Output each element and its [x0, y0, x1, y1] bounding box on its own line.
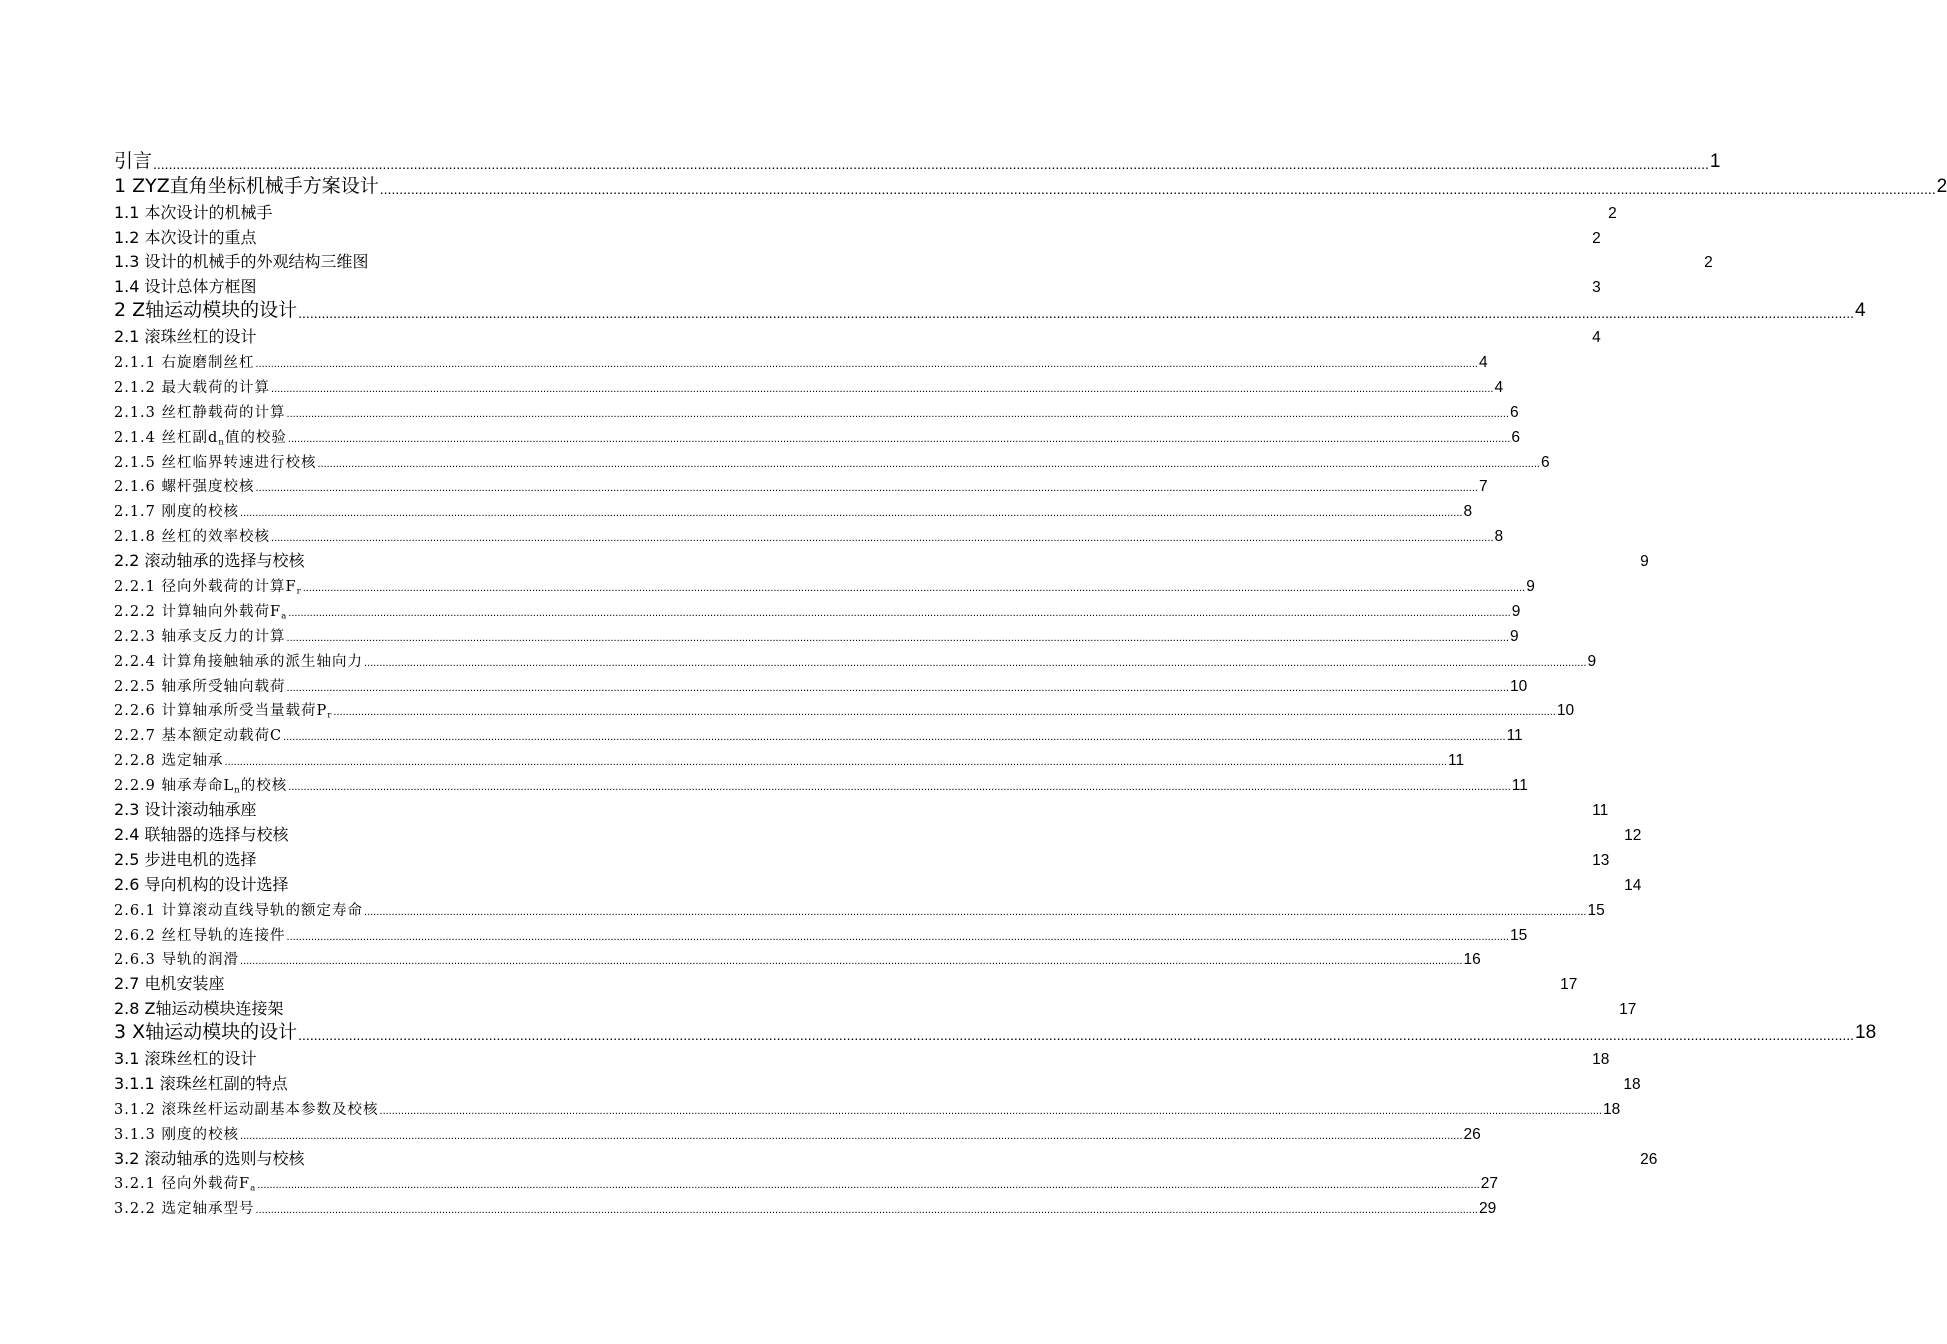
toc-entry-subscript: n	[234, 785, 241, 796]
toc-entry-page-number: 4	[1855, 300, 1866, 322]
toc-entry[interactable]	[114, 546, 1649, 571]
toc-entry[interactable]	[114, 870, 1642, 895]
toc-entry-page-number: 27	[1480, 1175, 1498, 1193]
toc-entry-title	[114, 1172, 256, 1193]
toc-leader-dots: ................................................................................................................................................................................................................................................................................................................................................................................................................	[286, 407, 1509, 420]
toc-leader-dots: ................................................................................................................................................................................................................................................................................................................................................................................................................	[298, 305, 1855, 322]
toc-entry-page-number: 6	[1509, 403, 1519, 421]
toc-entry-title-text: 1.3 设计的机械手的外观结构三维图	[114, 252, 369, 272]
toc-entry-title-suffix: 的校核	[240, 778, 288, 795]
toc-entry-title-text: 3.2.2 选定轴承型号	[114, 1201, 255, 1218]
toc-entry-title-text: 3.1.3 刚度的校核	[114, 1126, 240, 1143]
toc-entry-title	[114, 774, 287, 795]
toc-entry-title-text: 2.2.9 轴承寿命L	[114, 778, 235, 795]
toc-entry[interactable]	[114, 920, 1528, 945]
toc-entry-page-number: 9	[1587, 652, 1597, 670]
toc-entry-title	[114, 749, 224, 770]
toc-entry-title-text: 2.6 导向机构的设计选择	[114, 874, 289, 894]
toc-entry-title	[114, 324, 257, 347]
toc-entry[interactable]	[114, 1144, 1658, 1169]
toc-entry-page-number: 4	[1592, 329, 1601, 347]
toc-entry[interactable]	[114, 969, 1578, 994]
toc-entry-title-text: 3.2 滚动轴承的选则与校核	[114, 1148, 305, 1168]
toc-leader-dots: ................................................................................................................................................................................................................................................................................................................................................................................................................	[379, 1104, 1602, 1117]
toc-entry-subscript: r	[327, 711, 333, 722]
toc-entry[interactable]	[114, 173, 1947, 198]
toc-entry[interactable]	[114, 1069, 1641, 1094]
toc-entry-page-number: 7	[1478, 478, 1488, 496]
toc-leader-dots: ................................................................................................................................................................................................................................................................................................................................................................................................................	[298, 1027, 1855, 1044]
toc-entry-title	[114, 675, 286, 696]
toc-entry-page-number: 11	[1447, 752, 1465, 770]
toc-entry[interactable]	[114, 770, 1528, 796]
toc-entry-page-number: 6	[1540, 453, 1550, 471]
toc-entry[interactable]	[114, 1169, 1498, 1195]
toc-entry[interactable]	[114, 745, 1465, 770]
toc-entry-title-text: 引言	[114, 149, 153, 172]
toc-entry-title	[114, 249, 369, 272]
toc-leader-dots: ................................................................................................................................................................................................................................................................................................................................................................................................................	[257, 1179, 1480, 1192]
toc-entry-title-text: 3 X轴运动模块的设计	[114, 1021, 298, 1044]
table-of-contents	[114, 148, 1947, 1218]
toc-entry-title	[114, 525, 270, 546]
toc-entry[interactable]	[114, 646, 1597, 671]
toc-entry-title-text: 3.2.1 径向外载荷F	[114, 1176, 251, 1193]
toc-entry-title	[114, 426, 287, 447]
toc-entry-title	[114, 475, 255, 496]
toc-entry-title-text: 2.6.3 导轨的润滑	[114, 952, 240, 969]
toc-entry-title-text: 2.1.2 最大载荷的计算	[114, 379, 271, 396]
toc-entry-page-number: 18	[1623, 1075, 1641, 1093]
toc-entry-title	[114, 797, 257, 820]
toc-entry-title	[114, 274, 257, 297]
toc-entry[interactable]	[114, 845, 1610, 870]
toc-entry-page-number: 12	[1624, 826, 1642, 844]
toc-entry[interactable]	[114, 272, 1601, 297]
toc-entry-title	[114, 1146, 305, 1169]
toc-entry[interactable]	[114, 720, 1523, 745]
toc-leader-dots: ................................................................................................................................................................................................................................................................................................................................................................................................................	[240, 507, 1463, 520]
toc-entry-page-number: 14	[1624, 876, 1642, 894]
toc-entry[interactable]	[114, 422, 1520, 448]
toc-entry-page-number: 18	[1592, 1050, 1610, 1068]
toc-leader-dots: ................................................................................................................................................................................................................................................................................................................................................................................................................	[364, 905, 1587, 918]
toc-entry-title-text: 2.2.3 轴承支反力的计算	[114, 628, 286, 645]
toc-entry-title	[114, 376, 270, 397]
toc-entry-title-text: 2.1 滚珠丝杠的设计	[114, 327, 257, 347]
toc-entry[interactable]	[114, 347, 1488, 372]
toc-entry-page-number: 11	[1592, 802, 1609, 820]
toc-entry-title-text: 2.7 电机安装座	[114, 974, 225, 994]
toc-entry-page-number: 15	[1587, 901, 1605, 919]
toc-entry-title-text: 2.2.4 计算角接触轴承的派生轴向力	[114, 653, 364, 670]
toc-entry-title-text: 2.5 步进电机的选择	[114, 849, 257, 869]
toc-entry-page-number: 3	[1592, 279, 1601, 297]
toc-entry-title	[114, 948, 239, 969]
toc-entry-subscript: n	[218, 437, 225, 448]
toc-entry-title-text: 2.1.1 右旋磨制丝杠	[114, 355, 255, 372]
toc-entry-title	[114, 1071, 288, 1094]
toc-leader-dots: ................................................................................................................................................................................................................................................................................................................................................................................................................	[224, 756, 1447, 769]
toc-leader-dots: ................................................................................................................................................................................................................................................................................................................................................................................................................	[271, 532, 1494, 545]
toc-entry-title	[114, 872, 289, 895]
toc-entry[interactable]	[114, 472, 1488, 497]
toc-entry-page-number: 13	[1592, 851, 1610, 869]
toc-leader-dots: ................................................................................................................................................................................................................................................................................................................................................................................................................	[153, 155, 1709, 172]
toc-entry-title-text: 2.2 滚动轴承的选择与校核	[114, 551, 305, 571]
toc-entry-title	[114, 650, 363, 671]
toc-entry-page-number: 26	[1640, 1150, 1658, 1168]
toc-entry-title	[114, 1123, 239, 1144]
toc-entry-title	[114, 699, 332, 720]
toc-entry-title	[114, 200, 273, 223]
toc-entry[interactable]	[114, 447, 1550, 472]
toc-entry[interactable]	[114, 496, 1473, 521]
toc-entry-page-number: 9	[1640, 553, 1649, 571]
toc-leader-dots: ................................................................................................................................................................................................................................................................................................................................................................................................................	[302, 582, 1526, 595]
toc-entry[interactable]	[114, 820, 1642, 845]
toc-entry-title	[114, 996, 284, 1019]
toc-entry-title-text: 1.4 设计总体方框图	[114, 277, 257, 297]
toc-entry-page-number: 4	[1478, 354, 1488, 372]
toc-entry-title	[114, 225, 257, 248]
toc-entry-page-number: 15	[1509, 926, 1528, 944]
toc-entry-title	[114, 924, 286, 945]
toc-entry-title	[114, 500, 239, 521]
toc-entry[interactable]	[114, 248, 1713, 273]
toc-entry-title-text: 2.2.7 基本额定动载荷C	[114, 728, 283, 745]
toc-entry-title	[114, 295, 297, 322]
toc-leader-dots: ................................................................................................................................................................................................................................................................................................................................................................................................................	[286, 930, 1509, 943]
toc-entry-title-text: 2 Z轴运动模块的设计	[114, 299, 298, 322]
toc-entry-page-number: 18	[1602, 1100, 1621, 1118]
toc-entry[interactable]	[114, 397, 1519, 422]
toc-entry-page-number: 9	[1511, 602, 1521, 620]
toc-leader-dots: ................................................................................................................................................................................................................................................................................................................................................................................................................	[240, 1129, 1463, 1142]
toc-entry-title	[114, 575, 302, 596]
toc-entry[interactable]	[114, 1094, 1621, 1119]
toc-entry-title	[114, 451, 317, 472]
toc-entry-page-number: 9	[1509, 627, 1519, 645]
toc-entry-title-text: 2.1.6 螺杆强度校核	[114, 479, 255, 496]
toc-entry-page-number: 2	[1592, 229, 1601, 247]
toc-entry[interactable]	[114, 1044, 1610, 1069]
toc-entry-title	[114, 847, 257, 870]
toc-entry-page-number: 18	[1855, 1022, 1877, 1044]
toc-entry-title	[114, 724, 282, 745]
toc-leader-dots: ................................................................................................................................................................................................................................................................................................................................................................................................................	[283, 731, 1506, 744]
toc-entry-page-number: 2	[1608, 204, 1617, 222]
toc-entry-title	[114, 351, 255, 372]
toc-entry-page-number: 2	[1936, 175, 1947, 197]
toc-entry-title	[114, 1017, 297, 1044]
toc-entry-title-suffix: 值的校验	[224, 429, 287, 446]
toc-entry-page-number: 8	[1494, 528, 1504, 546]
toc-entry-title-text: 2.2.1 径向外载荷的计算F	[114, 579, 297, 596]
toc-entry-page-number: 8	[1463, 503, 1473, 521]
toc-entry[interactable]	[114, 1119, 1481, 1144]
toc-entry[interactable]	[114, 372, 1504, 397]
toc-entry[interactable]	[114, 795, 1609, 820]
toc-entry-page-number: 6	[1511, 428, 1520, 446]
toc-entry-title-text: 2.2.5 轴承所受轴向载荷	[114, 678, 286, 695]
toc-entry[interactable]	[114, 671, 1528, 696]
toc-entry-title	[114, 146, 152, 173]
toc-entry-title	[114, 401, 286, 422]
toc-entry-title-text: 2.1.8 丝杠的效率校核	[114, 529, 271, 546]
toc-leader-dots: ................................................................................................................................................................................................................................................................................................................................................................................................................	[240, 955, 1463, 968]
toc-entry-title-text: 2.3 设计滚动轴承座	[114, 800, 257, 820]
toc-entry-title	[114, 822, 289, 845]
toc-entry-title	[114, 625, 286, 646]
toc-entry-title-text: 2.6.1 计算滚动直线导轨的额定寿命	[114, 902, 364, 919]
toc-entry-page-number: 9	[1526, 578, 1535, 596]
toc-leader-dots: ................................................................................................................................................................................................................................................................................................................................................................................................................	[286, 681, 1509, 694]
toc-leader-dots: ................................................................................................................................................................................................................................................................................................................................................................................................................	[288, 606, 1511, 619]
toc-entry-page-number: 2	[1704, 254, 1713, 272]
toc-entry-title-text: 2.2.2 计算轴向外载荷F	[114, 603, 282, 620]
toc-entry-title-text: 2.4 联轴器的选择与校核	[114, 824, 289, 844]
toc-entry-subscript: a	[250, 1184, 257, 1195]
toc-entry[interactable]	[114, 945, 1481, 970]
toc-entry-page-number: 10	[1509, 677, 1528, 695]
toc-entry[interactable]	[114, 148, 1721, 173]
toc-leader-dots: ................................................................................................................................................................................................................................................................................................................................................................................................................	[255, 358, 1478, 371]
toc-entry[interactable]	[114, 571, 1535, 597]
toc-entry-page-number: 10	[1556, 702, 1575, 720]
toc-entry-title-text: 2.1.5 丝杠临界转速进行校核	[114, 454, 317, 471]
toc-entry-title-text: 2.1.3 丝杠静载荷的计算	[114, 404, 286, 421]
toc-entry-title-text: 2.1.7 刚度的校核	[114, 504, 240, 521]
toc-entry-title	[114, 899, 363, 920]
toc-entry[interactable]	[114, 1019, 1877, 1044]
toc-entry[interactable]	[114, 596, 1521, 622]
toc-entry-title-text: 2.1.4 丝杠副d	[114, 429, 219, 446]
toc-leader-dots: ................................................................................................................................................................................................................................................................................................................................................................................................................	[379, 180, 1936, 197]
toc-entry-page-number: 16	[1463, 951, 1481, 969]
toc-entry-title-text: 3.1.1 滚珠丝杠副的特点	[114, 1073, 288, 1093]
toc-entry[interactable]	[114, 696, 1575, 722]
toc-entry-title	[114, 171, 379, 198]
toc-entry[interactable]	[114, 223, 1601, 248]
toc-entry-title-text: 2.8 Z轴运动模块连接架	[114, 999, 284, 1019]
toc-entry[interactable]	[114, 1193, 1497, 1218]
toc-leader-dots: ................................................................................................................................................................................................................................................................................................................................................................................................................	[317, 457, 1540, 470]
toc-entry-title	[114, 1197, 255, 1218]
toc-entry-title	[114, 971, 225, 994]
toc-entry-title	[114, 1046, 257, 1069]
toc-entry[interactable]	[114, 297, 1866, 322]
toc-leader-dots: ................................................................................................................................................................................................................................................................................................................................................................................................................	[333, 706, 1556, 719]
toc-leader-dots: ................................................................................................................................................................................................................................................................................................................................................................................................................	[255, 1204, 1478, 1217]
toc-entry-title-text: 2.2.6 计算轴承所受当量载荷P	[114, 703, 328, 720]
toc-entry-title-text: 1.1 本次设计的机械手	[114, 202, 273, 222]
toc-leader-dots: ................................................................................................................................................................................................................................................................................................................................................................................................................	[255, 482, 1478, 495]
toc-entry-title-text: 2.6.2 丝杠导轨的连接件	[114, 927, 286, 944]
toc-entry[interactable]	[114, 895, 1605, 920]
toc-leader-dots: ................................................................................................................................................................................................................................................................................................................................................................................................................	[271, 382, 1494, 395]
toc-entry-page-number: 11	[1511, 777, 1528, 795]
toc-entry-page-number: 17	[1560, 976, 1578, 994]
toc-entry-title-text: 3.1.2 滚珠丝杆运动副基本参数及校核	[114, 1101, 379, 1118]
toc-entry-subscript: a	[281, 611, 288, 622]
toc-entry[interactable]	[114, 322, 1601, 347]
toc-entry-page-number: 1	[1709, 150, 1721, 172]
toc-entry-page-number: 4	[1494, 378, 1504, 396]
toc-entry-title-text: 1 ZYZ直角坐标机械手方案设计	[114, 174, 379, 197]
toc-entry-page-number: 26	[1463, 1125, 1481, 1143]
toc-entry-page-number: 11	[1506, 727, 1523, 745]
toc-leader-dots: ................................................................................................................................................................................................................................................................................................................................................................................................................	[364, 656, 1587, 669]
toc-entry[interactable]	[114, 198, 1617, 223]
toc-entry-page-number: 17	[1619, 1001, 1637, 1019]
toc-entry[interactable]	[114, 621, 1519, 646]
toc-entry[interactable]	[114, 521, 1504, 546]
toc-entry-title	[114, 600, 287, 621]
toc-entry-title-text: 3.1 滚珠丝杠的设计	[114, 1048, 257, 1068]
toc-leader-dots: ................................................................................................................................................................................................................................................................................................................................................................................................................	[286, 631, 1509, 644]
toc-entry-title-text: 1.2 本次设计的重点	[114, 227, 257, 247]
toc-entry-title	[114, 1098, 379, 1119]
toc-entry-page-number: 29	[1478, 1200, 1497, 1218]
toc-entry-title	[114, 548, 305, 571]
toc-entry-title-text: 2.2.8 选定轴承	[114, 753, 224, 770]
toc-entry[interactable]	[114, 994, 1637, 1019]
toc-leader-dots: ................................................................................................................................................................................................................................................................................................................................................................................................................	[287, 432, 1511, 445]
toc-leader-dots: ................................................................................................................................................................................................................................................................................................................................................................................................................	[288, 781, 1511, 794]
toc-entry-subscript: r	[296, 586, 302, 597]
